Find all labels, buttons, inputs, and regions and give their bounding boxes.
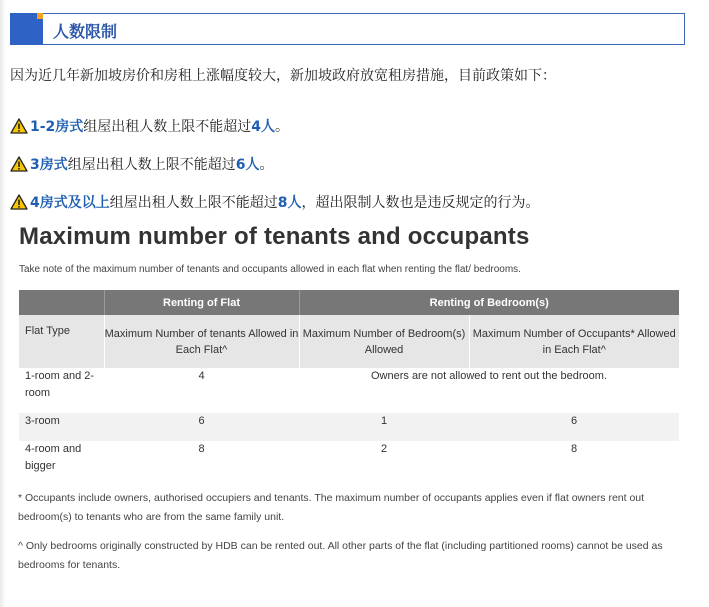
cell-max-tenants: 6 [104, 413, 299, 441]
rule-flat-type: 4房式及以上 [30, 195, 110, 211]
rule-text-end: ，超出限制人数也是违反规定的行为。 [301, 195, 540, 211]
title-accent-notch [37, 13, 43, 19]
hdb-table-title: Maximum number of tenants and occupants [19, 223, 530, 250]
col-header-max-bedrooms: Maximum Number of Bedroom(s) Allowed [299, 315, 469, 368]
rule-text: 组屋出租人数上限不能超过 [109, 195, 278, 211]
cell-max-bedrooms: 2 [380, 443, 388, 455]
cell-max-tenants: 8 [198, 443, 205, 455]
cell-max-occupants: 6 [469, 413, 679, 441]
tenant-limits-table [19, 290, 679, 486]
rule-limit: 6人 [235, 157, 260, 173]
warning-icon [10, 156, 28, 172]
warning-icon [10, 194, 28, 210]
col-header-max-tenants: Maximum Number of tenants Allowed in Each Flat^ [104, 315, 299, 368]
cell-flat-type: 4-room and bigger [25, 443, 82, 472]
group-header-renting-bedroom: Renting of Bedroom(s) [299, 290, 679, 315]
warning-icon [10, 118, 28, 134]
rule-item [10, 192, 540, 212]
rule-flat-type: 1-2房式 [30, 119, 84, 135]
cell-bedroom-note: Owners are not allowed to rent out the bedroom. [370, 370, 608, 382]
rule-limit: 4人 [251, 119, 276, 135]
col-header-flat-type: Flat Type [19, 315, 104, 368]
cell-flat-type: 1-room and 2-room [25, 370, 95, 399]
rule-text: 组屋出租人数上限不能超过 [67, 157, 236, 173]
section-title-bar [10, 13, 685, 45]
hdb-table-subtitle: Take note of the maximum number of tenants and occupants allowed in each flat when renting the flat/ bedrooms. [19, 264, 521, 275]
cell-max-bedrooms: 1 [299, 413, 469, 441]
table-row [19, 413, 679, 441]
group-header-renting-flat: Renting of Flat [104, 290, 299, 315]
group-header-blank [19, 290, 104, 315]
table-column-header-row [19, 315, 679, 368]
table-row [19, 441, 679, 486]
rule-text-end: 。 [259, 157, 274, 173]
cell-max-tenants: 4 [198, 370, 205, 382]
intro-text: 因为近几年新加坡房价和房租上涨幅度较大，新加坡政府放宽租房措施，目前政策如下： [10, 68, 556, 84]
section-title: 人数限制 [53, 22, 118, 41]
rule-flat-type: 3房式 [30, 157, 68, 173]
title-accent-block [10, 13, 43, 45]
cell-max-occupants: 8 [570, 443, 578, 455]
rule-text-end: 。 [275, 119, 290, 135]
footnote-bedrooms: ^ Only bedrooms originally constructed by HDB can be rented out. All other parts of the flat (including partitioned rooms) cannot be used as bedrooms for tenants. [18, 540, 663, 571]
rule-item [10, 154, 274, 174]
rule-limit: 8人 [277, 195, 302, 211]
cell-flat-type: 3-room [19, 413, 104, 441]
col-header-max-occupants: Maximum Number of Occupants* Allowed in Each Flat^ [469, 315, 679, 368]
table-row [19, 368, 679, 413]
table-group-header-row [19, 290, 679, 315]
rule-item [10, 116, 289, 136]
footnote-occupants: * Occupants include owners, authorised occupiers and tenants. The maximum number of occupants applies even if flat owners rent out bedroom(s) to tenants who are from the same family unit. [18, 492, 645, 523]
left-edge-shade [0, 0, 6, 607]
rule-text: 组屋出租人数上限不能超过 [83, 119, 252, 135]
